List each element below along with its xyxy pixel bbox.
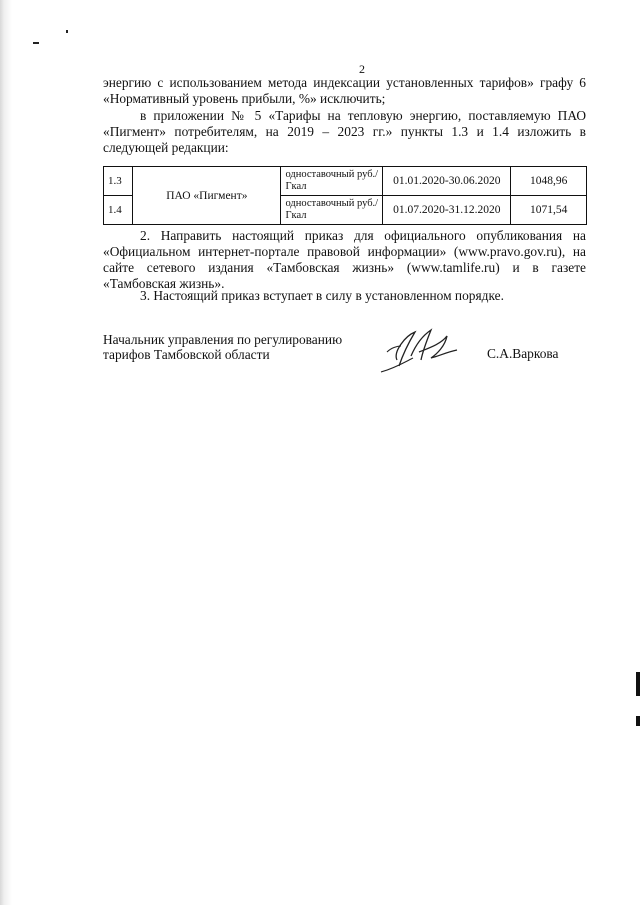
tariff-value-cell: 1071,54 (511, 196, 587, 225)
scan-edge (0, 0, 12, 905)
scan-edge-mark (636, 672, 640, 696)
table-row (104, 167, 587, 196)
scan-speck (66, 30, 68, 33)
signatory-title-line: Начальник управления по регулированию (103, 332, 343, 347)
period-cell: 01.07.2020-31.12.2020 (383, 196, 511, 225)
signatory-name: С.А.Варкова (487, 346, 559, 361)
unit-cell: одноставочный руб./Гкал (281, 167, 383, 196)
scan-speck (33, 42, 39, 44)
scan-edge-mark (636, 716, 640, 726)
unit-cell: одноставочный руб./Гкал (281, 196, 383, 225)
tariff-value-cell: 1048,96 (511, 167, 587, 196)
row-number: 1.4 (104, 196, 133, 225)
signatory-title-line: тарифов Тамбовской области (103, 347, 270, 362)
paragraph-publication: 2. Направить настоящий приказ для официального опубликования на «Официальном интернет-портале правовой информации» (www.pravo.gov.ru), на сайте сетевого издания «Тамбовская жизнь» (www.tamlife.ru) и в газете «Тамбовская жизнь». (103, 228, 586, 291)
period-cell: 01.01.2020-30.06.2020 (383, 167, 511, 196)
paragraph-appendix-5: в приложении № 5 «Тарифы на тепловую энергию, поставляемую ПАО «Пигмент» потребителям, на 2019 – 2023 гг.» пункты 1.3 и 1.4 изложить в следующей редакции: (103, 108, 586, 155)
paragraph-exclude-column: энергию с использованием метода индексации установленных тарифов» графу 6 «Нормативный уровень прибыли, %» исключить; (103, 75, 586, 106)
row-number: 1.3 (104, 167, 133, 196)
handwritten-signature (375, 322, 465, 378)
page-number: 2 (359, 62, 365, 76)
organization-cell: ПАО «Пигмент» (133, 167, 281, 225)
tariff-table (103, 166, 587, 225)
signatory-title (103, 332, 342, 362)
paragraph-effective: 3. Настоящий приказ вступает в силу в установленном порядке. (140, 288, 504, 303)
